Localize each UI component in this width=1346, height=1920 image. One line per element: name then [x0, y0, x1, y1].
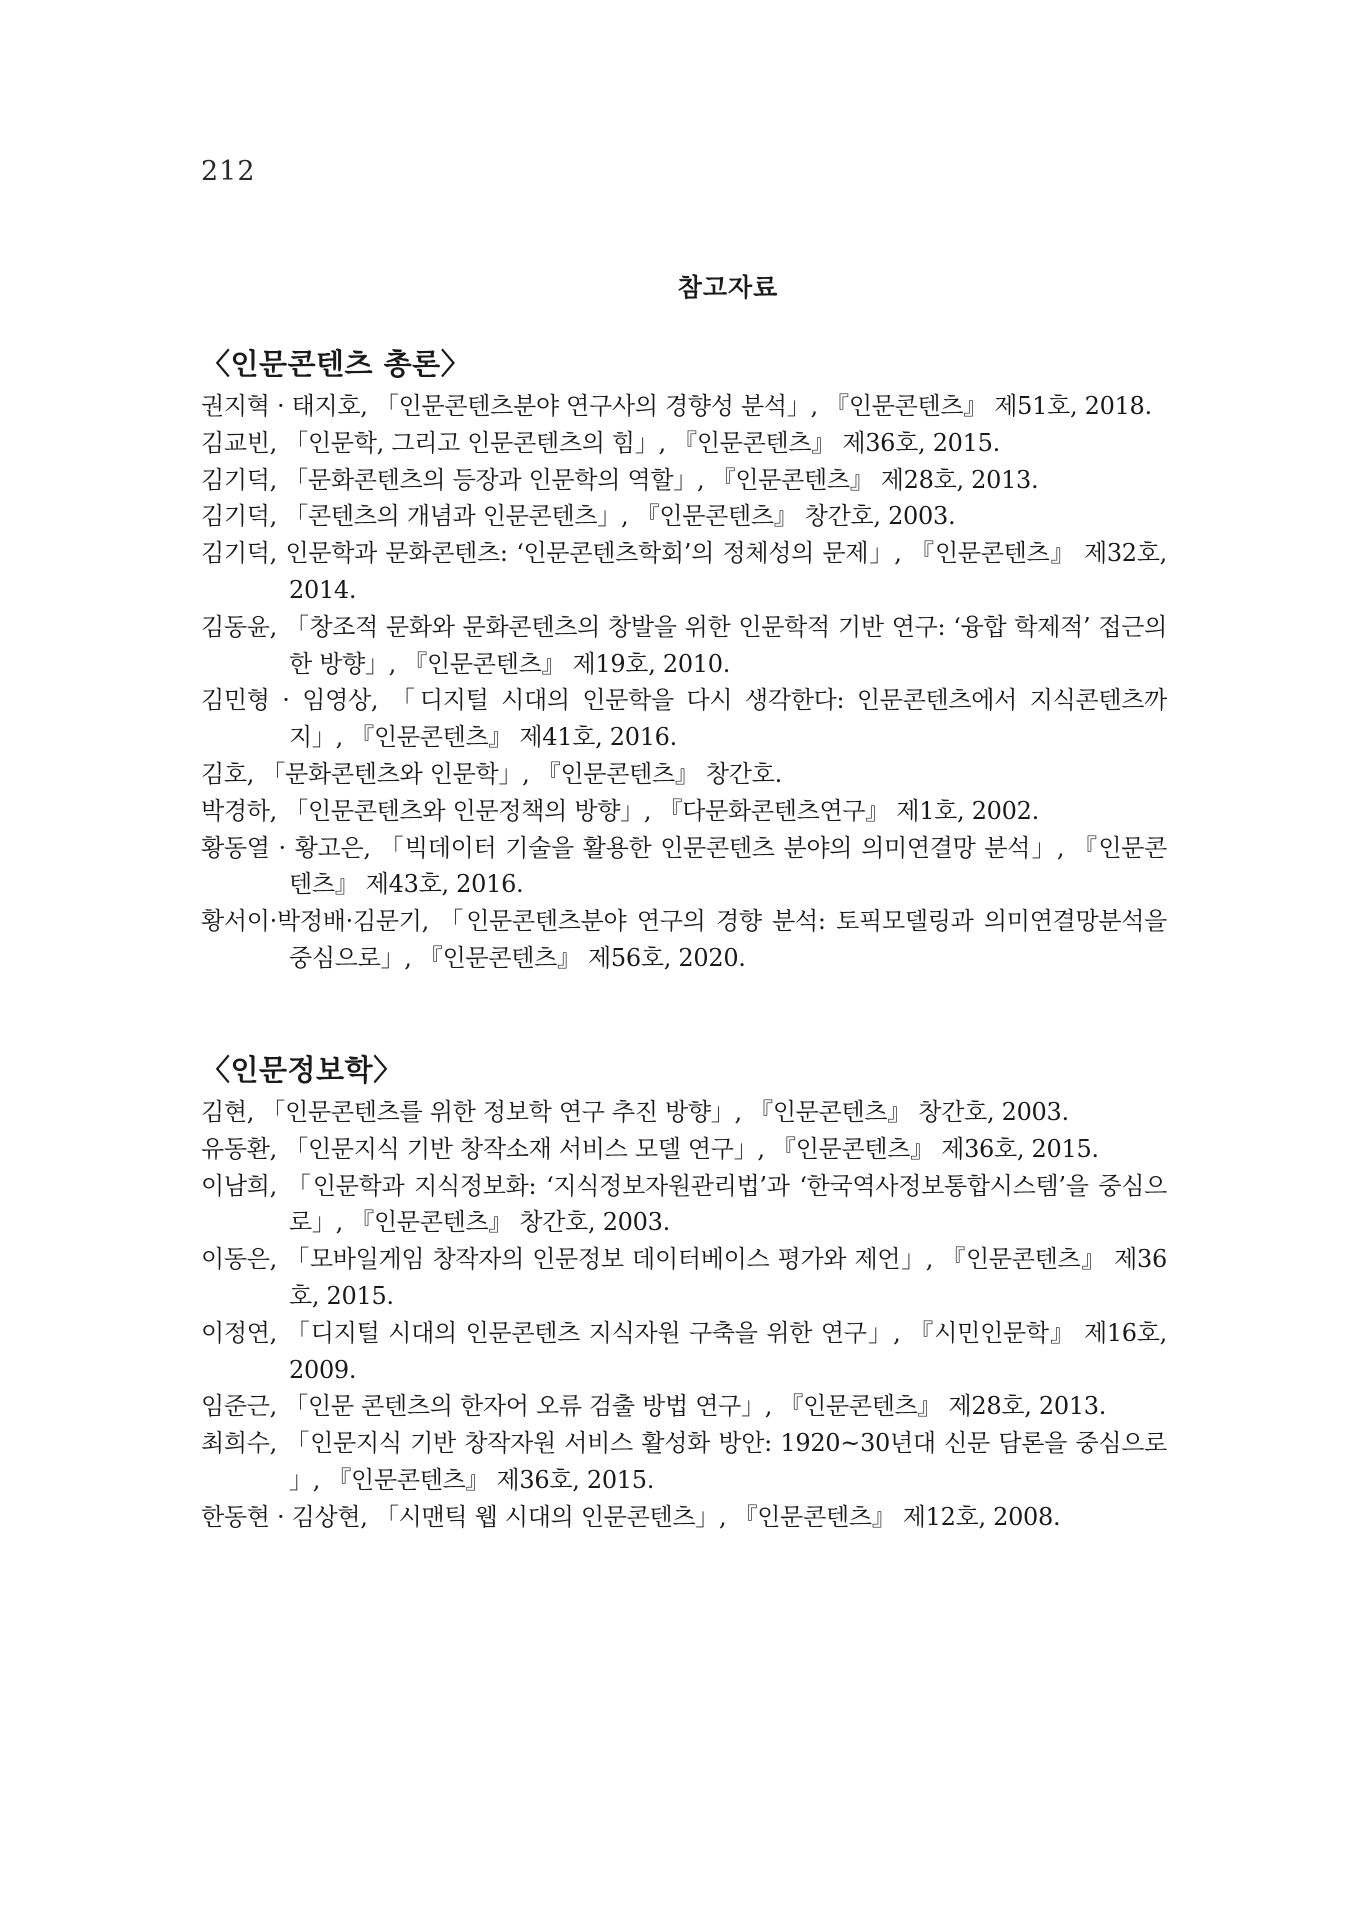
- reference-item: 김기덕, 「문화콘텐츠의 등장과 인문학의 역할」, 『인문콘텐츠』 제28호, 2013.: [201, 465, 1039, 494]
- reference-item: 김기덕, 인문학과 문화콘텐츠: ‘인문콘텐츠학회’의 정체성의 문제」, 『인문콘텐츠』 제32호, 2014.: [201, 539, 1167, 604]
- reference-item: 이동은, 「모바일게임 창작자의 인문정보 데이터베이스 평가와 제언」, 『인문콘텐츠』 제36호, 2015.: [201, 1245, 1167, 1310]
- reference-item: 김교빈, 「인문학, 그리고 인문콘텐츠의 힘」, 『인문콘텐츠』 제36호, 2015.: [201, 428, 1000, 457]
- reference-item: 김현, 「인문콘텐츠를 위한 정보학 연구 추진 방향」, 『인문콘텐츠』 창간호, 2003.: [201, 1098, 1069, 1126]
- reference-item: 이정연, 「디지털 시대의 인문콘텐츠 지식자원 구축을 위한 연구」, 『시민인문학』 제16호, 2009.: [201, 1318, 1167, 1384]
- reference-item: 권지혁 · 태지호, 「인문콘텐츠분야 연구사의 경향성 분석」, 『인문콘텐츠』 제51호, 2018.: [201, 392, 1152, 420]
- reference-item: 황동열 · 황고은, 「빅데이터 기술을 활용한 인문콘텐츠 분야의 의미연결망 분석」, 『인문콘텐츠』 제43호, 2016.: [201, 833, 1167, 899]
- reference-item: 김민형 · 임영상, 「디지털 시대의 인문학을 다시 생각한다: 인문콘텐츠에서 지식콘텐츠까지」, 『인문콘텐츠』 제41호, 2016.: [201, 686, 1167, 752]
- section-humanities-contents-overview: [201, 344, 1167, 977]
- section-heading: 〈인문정보학〉: [201, 1053, 403, 1087]
- page-title: 참고자료: [677, 273, 779, 302]
- reference-item: 김동윤, 「창조적 문화와 문화콘텐츠의 창발을 위한 인문학적 기반 연구: ‘융합 학제적’ 접근의 한 방향」, 『인문콘텐츠』 제19호, 2010.: [201, 612, 1167, 678]
- reference-list: [201, 1094, 1167, 1536]
- reference-item: 임준근, 「인문 콘텐츠의 한자어 오류 검출 방법 연구」, 『인문콘텐츠』 제28호, 2013.: [201, 1392, 1107, 1421]
- reference-list: [201, 388, 1167, 977]
- page-number: 212: [201, 156, 256, 187]
- reference-item: 황서이·박정배·김문기, 「인문콘텐츠분야 연구의 경향 분석: 토픽모델링과 의미연결망분석을 중심으로」, 『인문콘텐츠』 제56호, 2020.: [201, 907, 1167, 972]
- reference-item: 이남희, 「인문학과 지식정보화: ‘지식정보자원관리법’과 ‘한국역사정보통합시스템’을 중심으로」, 『인문콘텐츠』 창간호, 2003.: [201, 1171, 1167, 1237]
- reference-item: 한동현 · 김상현, 「시맨틱 웹 시대의 인문콘텐츠」, 『인문콘텐츠』 제12호, 2008.: [201, 1502, 1061, 1531]
- reference-item: 김기덕, 「콘텐츠의 개념과 인문콘텐츠」, 『인문콘텐츠』 창간호, 2003.: [201, 502, 956, 531]
- reference-item: 유동환, 「인문지식 기반 창작소재 서비스 모델 연구」, 『인문콘텐츠』 제36호, 2015.: [201, 1134, 1099, 1163]
- section-heading: 〈인문콘텐츠 총론〉: [201, 347, 471, 381]
- reference-item: 박경하, 「인문콘텐츠와 인문정책의 방향」, 『다문화콘텐츠연구』 제1호, 2002.: [201, 796, 1039, 825]
- section-humanities-informatics: [201, 1050, 1167, 1536]
- reference-item: 김호, 「문화콘텐츠와 인문학」, 『인문콘텐츠』 창간호.: [201, 759, 782, 788]
- reference-item: 최희수, 「인문지식 기반 창작자원 서비스 활성화 방안: 1920~30년대 신문 담론을 중심으로 」, 『인문콘텐츠』 제36호, 2015.: [201, 1429, 1167, 1494]
